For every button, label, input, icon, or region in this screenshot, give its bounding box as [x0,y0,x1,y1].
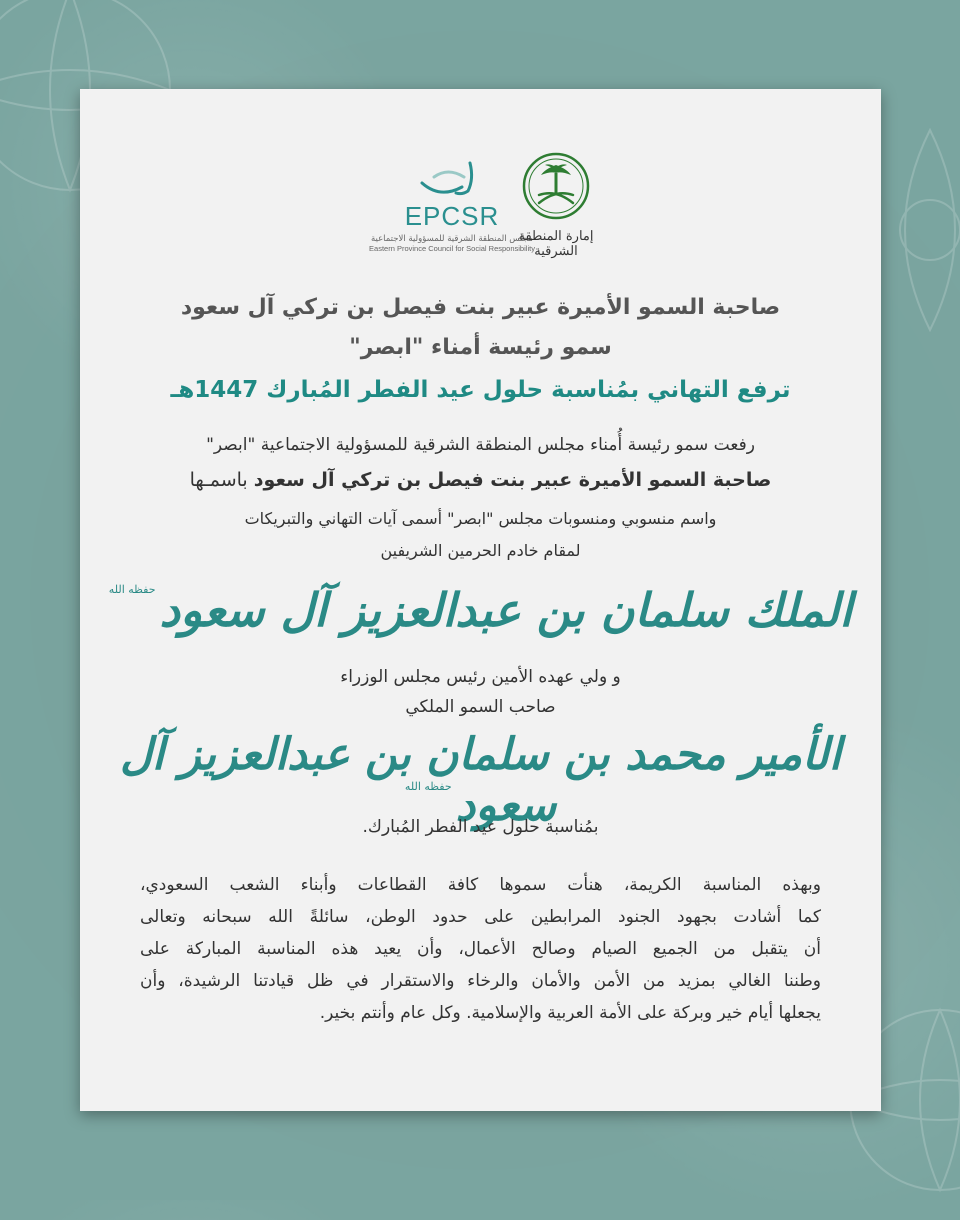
epcsr-emblem-icon [412,159,492,201]
body-line-3: أن يتقبل من الجميع الصيام وصالح الأعمال، وأن يعيد هذه المناسبة المباركة على [140,939,821,959]
announcement-card [80,89,881,1111]
crown-line-2: صاحب السمو الملكي [405,697,556,717]
heading-line-1: صاحبة السمو الأميرة عبير بنت فيصل بن تركي آل سعود [180,295,781,320]
body-line-2: كما أشادت بجهود الجنود المرابطين على حدود الوطن، سائلةً الله سبحانه وتعالى [140,907,821,927]
epcsr-name: EPCSR [404,201,500,231]
intro-line-3: واسم منسوبي ومنسوبات مجلس "ابصر" أسمى آيات التهاني والتبريكات [244,509,717,528]
princess-name: صاحبة السمو الأميرة عبير بنت فيصل بن تركي آل سعود [253,469,772,491]
emirate-logo [506,151,606,259]
emirate-name: إمارة المنطقة الشرقية [518,229,594,259]
intro-line-2-rest: باسمـها [189,469,248,491]
king-name: الملك سلمان بن عبدالعزيز آل سعود [159,583,853,637]
body-paragraph [140,869,821,1029]
intro-line-2 [80,469,881,491]
king-name-calligraphy [80,583,881,637]
body-line-4: وطننا الغالي بمزيد من الأمن والأمان والرخاء والاستقرار في ظل قيادتنا الرشيدة، وأن [140,971,821,991]
epcsr-english-name: Eastern Province Council for Social Responsibility [369,244,535,253]
body-line-1: وبهذه المناسبة الكريمة، هنأت سموها كافة القطاعات وأبناء الشعب السعودي، [140,875,821,895]
intro-line-4: لمقام خادم الحرمين الشريفين [380,541,581,560]
crown-prince-name: الأمير محمد بن سلمان بن عبدالعزيز آل سعود [119,729,842,831]
crown-line-1: و ولي عهده الأمين رئيس مجلس الوزراء [340,667,621,687]
heading-line-3: ترفع التهاني بمُناسبة حلول عيد الفطر المُبارك 1447هـ [170,377,791,403]
body-line-5: يجعلها أيام خير وبركة على الأمة العربية والإسلامية. وكل عام وأنتم بخير. [319,1003,821,1023]
occasion-line: بمُناسبة حلول عيد الفطر المُبارك. [362,817,599,837]
heading-line-2: سمو رئيسة أمناء "ابصر" [349,335,612,360]
crown-prince-honorific: حفظه الله [404,780,452,793]
epcsr-arabic-name: مجلس المنطقة الشرقية للمسؤولية الاجتماعية [370,234,533,244]
intro-line-1: رفعت سمو رئيسة أُمناء مجلس المنطقة الشرقية للمسؤولية الاجتماعية "ابصر" [206,435,755,455]
palm-swords-emblem-icon [521,151,591,221]
king-honorific: حفظه الله [108,583,156,596]
crown-prince-name-calligraphy [80,729,881,831]
